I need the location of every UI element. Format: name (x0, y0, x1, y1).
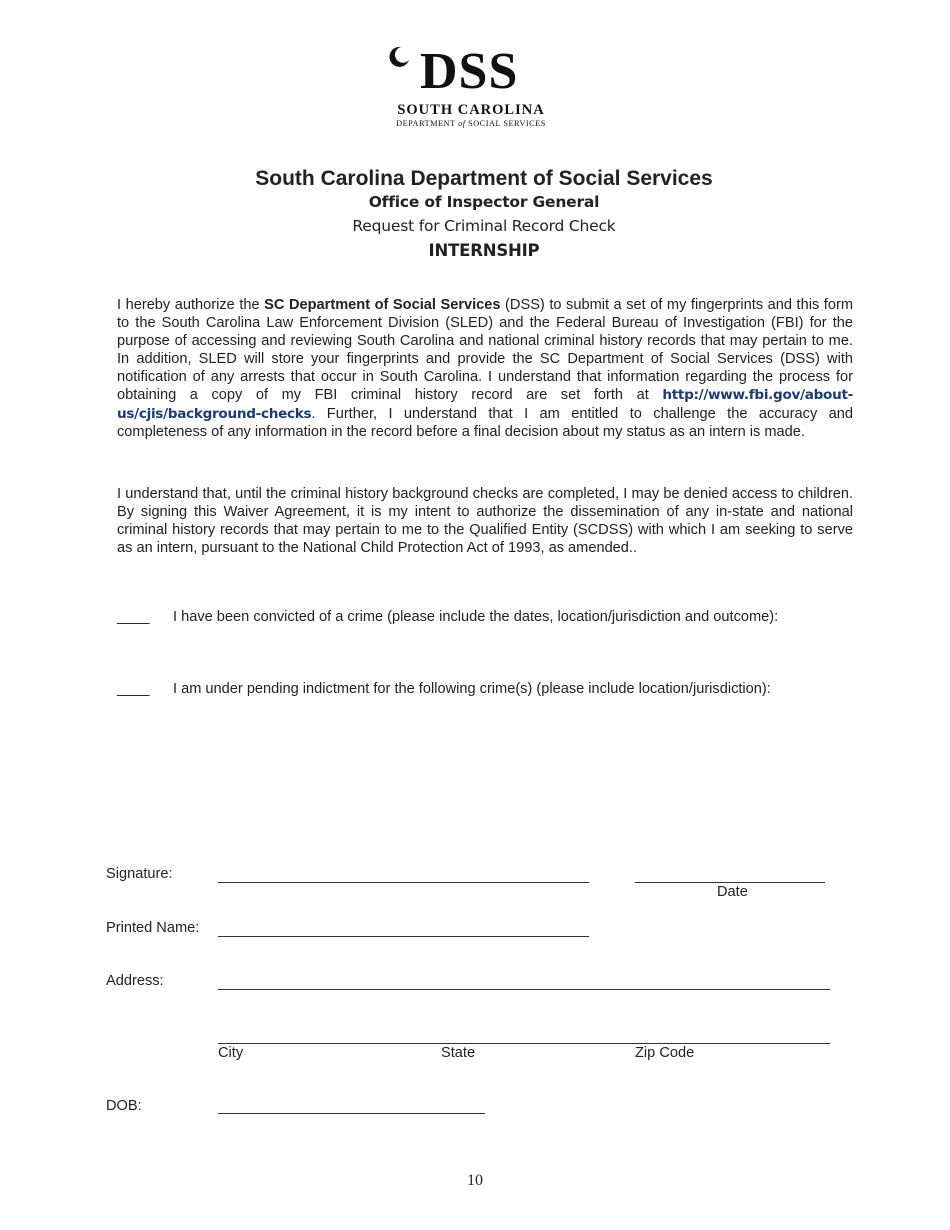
convicted-blank[interactable]: ____ (117, 609, 150, 625)
city-state-zip-line[interactable] (218, 1043, 830, 1044)
dob-label: DOB: (106, 1098, 142, 1114)
address-label: Address: (106, 973, 164, 989)
pending-blank[interactable]: ____ (117, 681, 150, 697)
form-type: INTERNSHIP (428, 241, 540, 260)
logo-wordmark: DSS (420, 43, 519, 100)
address-line[interactable] (218, 989, 830, 990)
logo-state: SOUTH CAROLINA (397, 102, 545, 118)
signature-label: Signature: (106, 866, 173, 882)
request-subtitle: Request for Criminal Record Check (352, 217, 616, 235)
page-number: 10 (467, 1172, 483, 1189)
printed-name-line[interactable] (218, 936, 589, 937)
state-caption: State (441, 1045, 476, 1061)
date-line[interactable] (635, 882, 825, 883)
pending-statement: I am under pending indictment for the following crime(s) (please include location/jurisdiction): (173, 681, 771, 697)
dss-logo (388, 44, 554, 130)
dss-name-bold: SC Department of Social Services (264, 297, 501, 313)
date-caption: Date (717, 884, 748, 900)
signature-line[interactable] (218, 882, 589, 883)
page-title: South Carolina Department of Social Services (255, 167, 713, 190)
logo-department: DEPARTMENT of SOCIAL SERVICES (396, 119, 546, 128)
crescent-moon-icon (388, 46, 410, 68)
zip-caption: Zip Code (635, 1045, 695, 1061)
dob-line[interactable] (218, 1113, 485, 1114)
city-caption: City (218, 1045, 244, 1061)
authorization-paragraph: I hereby authorize the SC Department of Social Services (DSS) to submit a set of my fingerprints and this form to the South Carolina Law Enforcement Division (SLED) and the Federal Bureau of Investigation (FBI) for the purpose of accessing and reviewing South Carolina and national criminal history records that may pertain to me. In addition, SLED will store your fingerprints and provide the SC Department of Social Services (DSS) with notification of any arrests that occur in South Carolina. I understand that information regarding the process for obtaining a copy of my FBI criminal history record are set forth at http://www.fbi.gov/about-us/cjis/background-checks. Further, I understand that I am entitled to challenge the accuracy and completeness of any information in the record before a final decision about my status as an intern is made. (117, 297, 853, 440)
waiver-paragraph: I understand that, until the criminal history background checks are completed, I may be denied access to children. By signing this Waiver Agreement, it is my intent to authorize the dissemination of any in-state and national criminal history records that may pertain to me to the Qualified Entity (SCDSS) with which I am seeking to serve as an intern, pursuant to the National Child Protection Act of 1993, as amended.. (117, 486, 853, 557)
office-subtitle: Office of Inspector General (368, 193, 600, 211)
convicted-statement: I have been convicted of a crime (please include the dates, location/jurisdiction and outcome): (173, 609, 779, 625)
printed-name-label: Printed Name: (106, 920, 200, 936)
fbi-link[interactable]: http://www.fbi.gov/about-us/cjis/background-checks (117, 387, 853, 422)
